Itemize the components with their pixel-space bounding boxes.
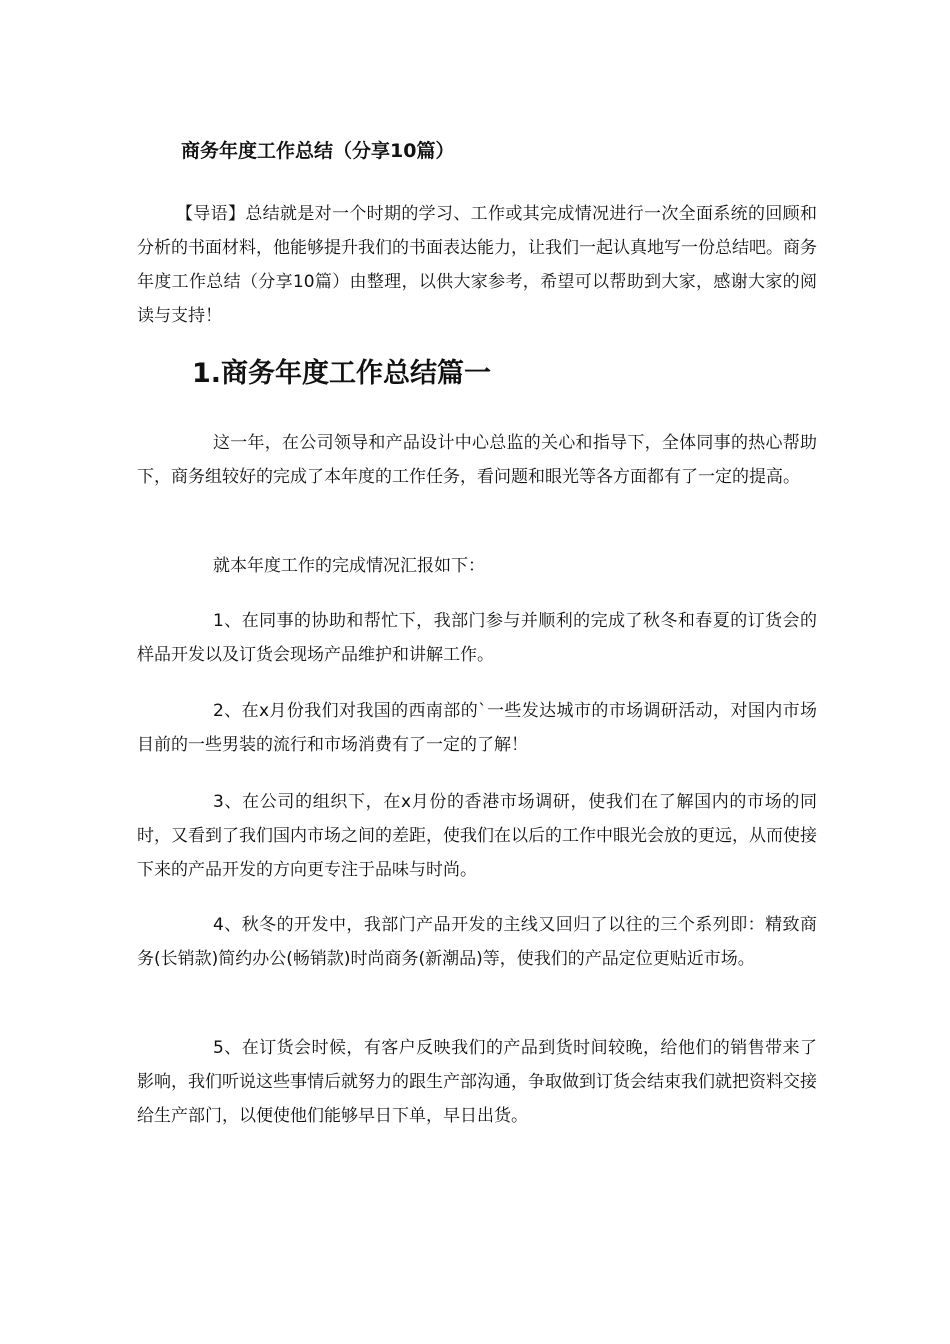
list-item: 2、在x月份我们对我国的西南部的`一些发达城市的市场调研活动，对国内市场目前的一些男装的流行和市场消费有了一定的了解！ [137,701,817,755]
list-item: 5、在订货会时候，有客户反映我们的产品到货时间较晚，给他们的销售带来了影响，我们听说这些事情后就努力的跟生产部沟通，争取做到订货会结束我们就把资料交接给生产部门，以便使他们能够早日下单，早日出货。 [137,1038,817,1126]
list-item: 3、在公司的组织下，在x月份的香港市场调研，使我们在了解国内的市场的同时，又看到了我们国内市场之间的差距，使我们在以后的工作中眼光会放的更远，从而使接下来的产品开发的方向更专注于品味与时尚。 [137,792,817,880]
list-item: 1、在同事的协助和帮忙下，我部门参与并顺利的完成了秋冬和春夏的订货会的样品开发以及订货会现场产品维护和讲解工作。 [137,611,817,665]
list-item: 4、秋冬的开发中，我部门产品开发的主线又回归了以往的三个系列即：精致商务(长销款)简约办公(畅销款)时尚商务(新潮品)等，使我们的产品定位更贴近市场。 [137,915,817,969]
section-heading: 1.商务年度工作总结篇一 [192,358,492,389]
body-paragraph: 就本年度工作的完成情况汇报如下： [213,556,485,576]
intro-paragraph: 【导语】总结就是对一个时期的学习、工作或其完成情况进行一次全面系统的回顾和分析的书面材料，他能够提升我们的书面表达能力，让我们一起认真地写一份总结吧。商务年度工作总结（分享10篇）由整理，以供大家参考，希望可以帮助到大家，感谢大家的阅读与支持！ [137,204,817,326]
document-title: 商务年度工作总结（分享10篇） [181,140,455,162]
body-paragraph: 这一年，在公司领导和产品设计中心总监的关心和指导下，全体同事的热心帮助下，商务组较好的完成了本年度的工作任务，看问题和眼光等各方面都有了一定的提高。 [137,433,817,487]
